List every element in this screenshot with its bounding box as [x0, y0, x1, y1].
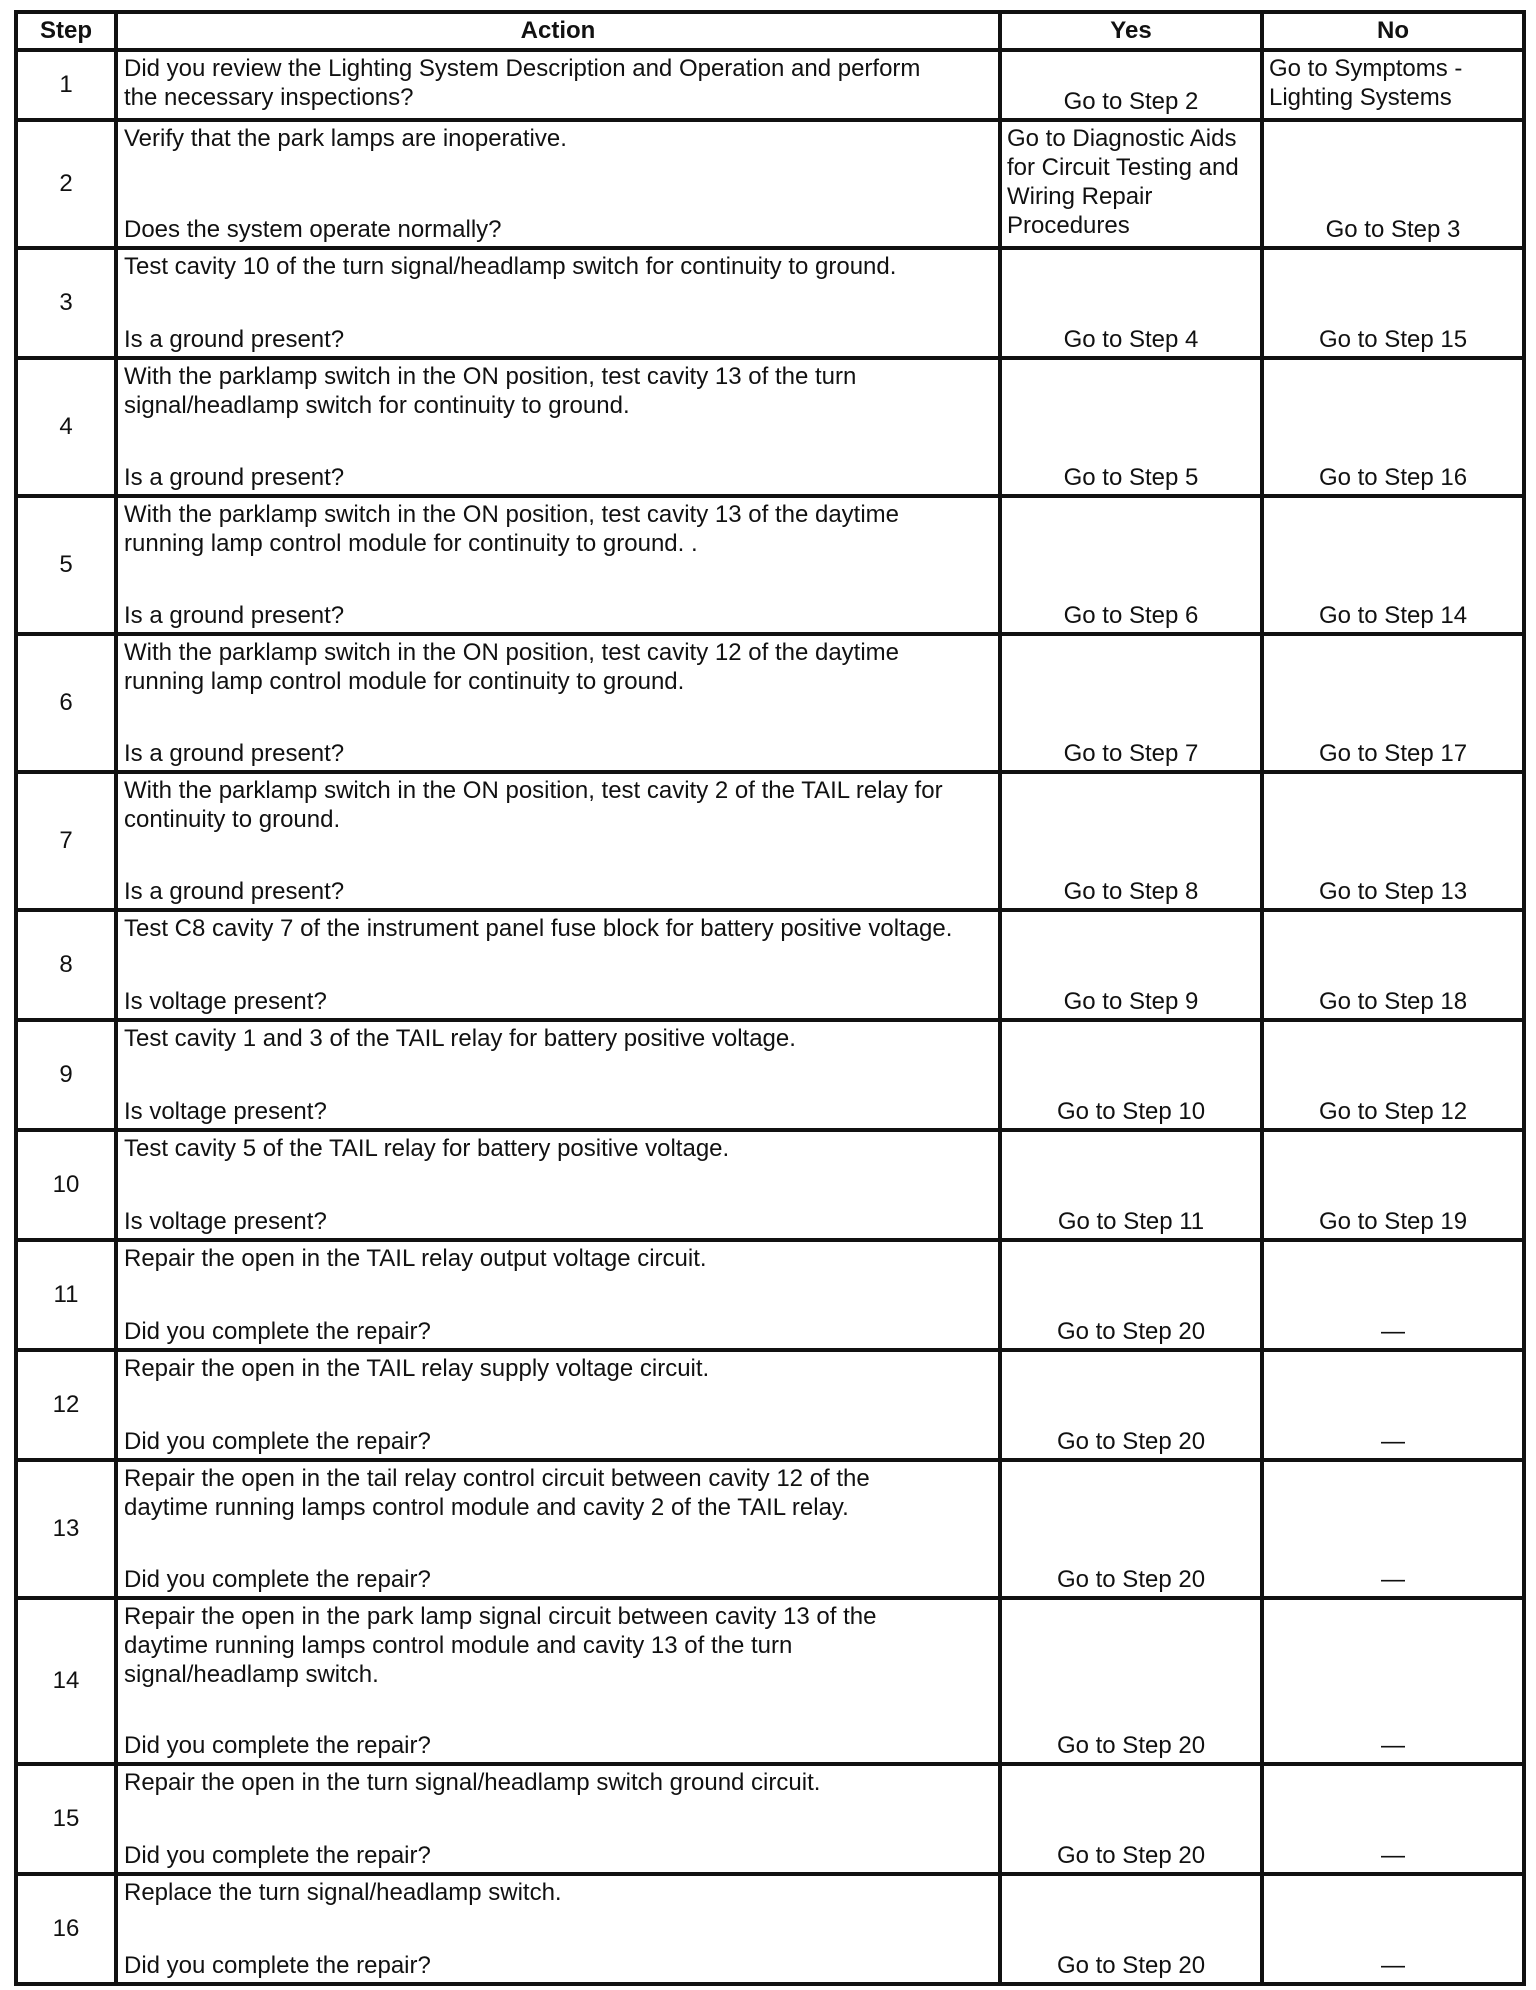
- action-cell: [116, 1350, 1000, 1460]
- no-result: —: [1262, 1598, 1524, 1764]
- action-cell: [116, 1460, 1000, 1598]
- action-line: Test cavity 1 and 3 of the TAIL relay for battery positive voltage.: [124, 1025, 796, 1052]
- yes-result: Go to Step 7: [1000, 634, 1262, 772]
- step-number: 9: [16, 1020, 116, 1130]
- no-result: Go to Step 17: [1262, 634, 1524, 772]
- action-question: Is voltage present?: [124, 988, 327, 1015]
- table-row: [16, 1460, 1524, 1598]
- no-result: —: [1262, 1874, 1524, 1984]
- table-row: [16, 358, 1524, 496]
- table-row: [16, 1598, 1524, 1764]
- action-cell: [116, 358, 1000, 496]
- action-text: [124, 54, 992, 112]
- no-result: —: [1262, 1764, 1524, 1874]
- action-cell: [116, 634, 1000, 772]
- header-no: No: [1262, 12, 1524, 50]
- step-number: 4: [16, 358, 116, 496]
- action-text: [124, 362, 992, 420]
- no-result: Go to Step 14: [1262, 496, 1524, 634]
- action-question: Is a ground present?: [124, 326, 345, 353]
- action-cell: [116, 248, 1000, 358]
- step-number: 8: [16, 910, 116, 1020]
- action-text: [124, 1768, 992, 1797]
- action-line: Repair the open in the TAIL relay output voltage circuit.: [124, 1245, 707, 1272]
- action-line: signal/headlamp switch for continuity to ground.: [124, 392, 630, 419]
- action-line: With the parklamp switch in the ON position, test cavity 13 of the daytime: [124, 501, 900, 528]
- action-cell: [116, 1020, 1000, 1130]
- table-row: [16, 248, 1524, 358]
- action-line: running lamp control module for continuity to ground. .: [124, 530, 698, 557]
- action-line: Replace the turn signal/headlamp switch.: [124, 1879, 562, 1906]
- action-text: [124, 638, 992, 696]
- action-line: Test cavity 10 of the turn signal/headlamp switch for continuity to ground.: [124, 253, 897, 280]
- action-cell: [116, 50, 1000, 120]
- action-question: Is voltage present?: [124, 1098, 327, 1125]
- action-cell: [116, 1764, 1000, 1874]
- table-row: [16, 910, 1524, 1020]
- action-text: [124, 776, 992, 834]
- yes-result: Go to Step 2: [1000, 50, 1262, 120]
- step-number: 14: [16, 1598, 116, 1764]
- action-line: daytime running lamps control module and cavity 2 of the TAIL relay.: [124, 1494, 849, 1521]
- action-text: [124, 500, 992, 558]
- action-question: Is a ground present?: [124, 464, 345, 491]
- action-line: Test C8 cavity 7 of the instrument panel fuse block for battery positive voltage.: [124, 915, 953, 942]
- header-yes: Yes: [1000, 12, 1262, 50]
- step-number: 5: [16, 496, 116, 634]
- no-result: Go to Step 13: [1262, 772, 1524, 910]
- table-row: [16, 1020, 1524, 1130]
- action-cell: [116, 772, 1000, 910]
- action-line: daytime running lamps control module and cavity 13 of the turn: [124, 1632, 793, 1659]
- step-number: 15: [16, 1764, 116, 1874]
- table-row: [16, 50, 1524, 120]
- action-line: Repair the open in the TAIL relay supply voltage circuit.: [124, 1355, 710, 1382]
- step-number: 10: [16, 1130, 116, 1240]
- table-header-row: [16, 12, 1524, 50]
- yes-result: Go to Step 20: [1000, 1598, 1262, 1764]
- action-cell: [116, 1240, 1000, 1350]
- yes-result: Go to Step 5: [1000, 358, 1262, 496]
- yes-result: Go to Step 9: [1000, 910, 1262, 1020]
- no-result: Go to Step 12: [1262, 1020, 1524, 1130]
- table-body: [16, 50, 1524, 1984]
- action-question: Does the system operate normally?: [124, 216, 502, 243]
- step-number: 2: [16, 120, 116, 248]
- action-question: Is a ground present?: [124, 602, 345, 629]
- action-text: [124, 1878, 992, 1907]
- no-result: —: [1262, 1460, 1524, 1598]
- no-result: Go to Step 15: [1262, 248, 1524, 358]
- no-result: —: [1262, 1350, 1524, 1460]
- action-text: [124, 1464, 992, 1522]
- action-text: [124, 1024, 992, 1053]
- table-row: [16, 634, 1524, 772]
- action-text: [124, 1244, 992, 1273]
- action-line: Did you review the Lighting System Description and Operation and perform: [124, 55, 921, 82]
- action-question: Did you complete the repair?: [124, 1952, 431, 1979]
- action-line: Repair the open in the turn signal/headlamp switch ground circuit.: [124, 1769, 821, 1796]
- action-text: [124, 124, 992, 153]
- yes-result: Go to Step 4: [1000, 248, 1262, 358]
- no-result: Go to Step 3: [1262, 120, 1524, 248]
- table-row: [16, 772, 1524, 910]
- no-result: Go to Step 19: [1262, 1130, 1524, 1240]
- action-text: [124, 1354, 992, 1383]
- step-number: 7: [16, 772, 116, 910]
- yes-result: Go to Step 8: [1000, 772, 1262, 910]
- table-row: [16, 120, 1524, 248]
- header-action: Action: [116, 12, 1000, 50]
- action-line: With the parklamp switch in the ON position, test cavity 12 of the daytime: [124, 639, 900, 666]
- action-question: Did you complete the repair?: [124, 1428, 431, 1455]
- action-cell: [116, 1874, 1000, 1984]
- action-question: Is a ground present?: [124, 878, 345, 905]
- table-row: [16, 496, 1524, 634]
- action-text: [124, 1602, 992, 1689]
- action-line: Verify that the park lamps are inoperative.: [124, 125, 567, 152]
- action-question: Did you complete the repair?: [124, 1842, 431, 1869]
- no-result: Go to Step 16: [1262, 358, 1524, 496]
- header-step: Step: [16, 12, 116, 50]
- yes-result: Go to Step 20: [1000, 1460, 1262, 1598]
- action-question: Did you complete the repair?: [124, 1566, 431, 1593]
- yes-result: Go to Step 20: [1000, 1764, 1262, 1874]
- no-result: Go to Symptoms - Lighting Systems: [1262, 50, 1524, 120]
- table-row: [16, 1350, 1524, 1460]
- action-line: With the parklamp switch in the ON position, test cavity 13 of the turn: [124, 363, 857, 390]
- table-row: [16, 1240, 1524, 1350]
- table-row: [16, 1874, 1524, 1984]
- action-cell: [116, 1130, 1000, 1240]
- yes-result: Go to Diagnostic Aids for Circuit Testing and Wiring Repair Procedures: [1000, 120, 1262, 248]
- action-line: the necessary inspections?: [124, 84, 414, 111]
- action-cell: [116, 496, 1000, 634]
- action-question: Is a ground present?: [124, 740, 345, 767]
- action-line: Test cavity 5 of the TAIL relay for battery positive voltage.: [124, 1135, 730, 1162]
- yes-result: Go to Step 20: [1000, 1874, 1262, 1984]
- action-line: signal/headlamp switch.: [124, 1661, 379, 1688]
- step-number: 3: [16, 248, 116, 358]
- step-number: 13: [16, 1460, 116, 1598]
- yes-result: Go to Step 6: [1000, 496, 1262, 634]
- step-number: 1: [16, 50, 116, 120]
- no-result: Go to Step 18: [1262, 910, 1524, 1020]
- action-question: Did you complete the repair?: [124, 1318, 431, 1345]
- yes-result: Go to Step 20: [1000, 1240, 1262, 1350]
- action-question: Did you complete the repair?: [124, 1732, 431, 1759]
- action-text: [124, 252, 992, 281]
- action-line: Repair the open in the tail relay control circuit between cavity 12 of the: [124, 1465, 870, 1492]
- yes-result: Go to Step 20: [1000, 1350, 1262, 1460]
- step-number: 16: [16, 1874, 116, 1984]
- no-result: —: [1262, 1240, 1524, 1350]
- yes-result: Go to Step 10: [1000, 1020, 1262, 1130]
- action-line: continuity to ground.: [124, 806, 341, 833]
- yes-result: Go to Step 11: [1000, 1130, 1262, 1240]
- action-text: [124, 914, 992, 943]
- action-line: Repair the open in the park lamp signal circuit between cavity 13 of the: [124, 1603, 877, 1630]
- step-number: 6: [16, 634, 116, 772]
- action-cell: [116, 1598, 1000, 1764]
- action-question: Is voltage present?: [124, 1208, 327, 1235]
- table-row: [16, 1764, 1524, 1874]
- action-line: With the parklamp switch in the ON position, test cavity 2 of the TAIL relay for: [124, 777, 943, 804]
- diagnostic-table: [14, 10, 1526, 1986]
- action-cell: [116, 910, 1000, 1020]
- step-number: 12: [16, 1350, 116, 1460]
- action-text: [124, 1134, 992, 1163]
- step-number: 11: [16, 1240, 116, 1350]
- action-line: running lamp control module for continuity to ground.: [124, 668, 685, 695]
- table-row: [16, 1130, 1524, 1240]
- action-cell: [116, 120, 1000, 248]
